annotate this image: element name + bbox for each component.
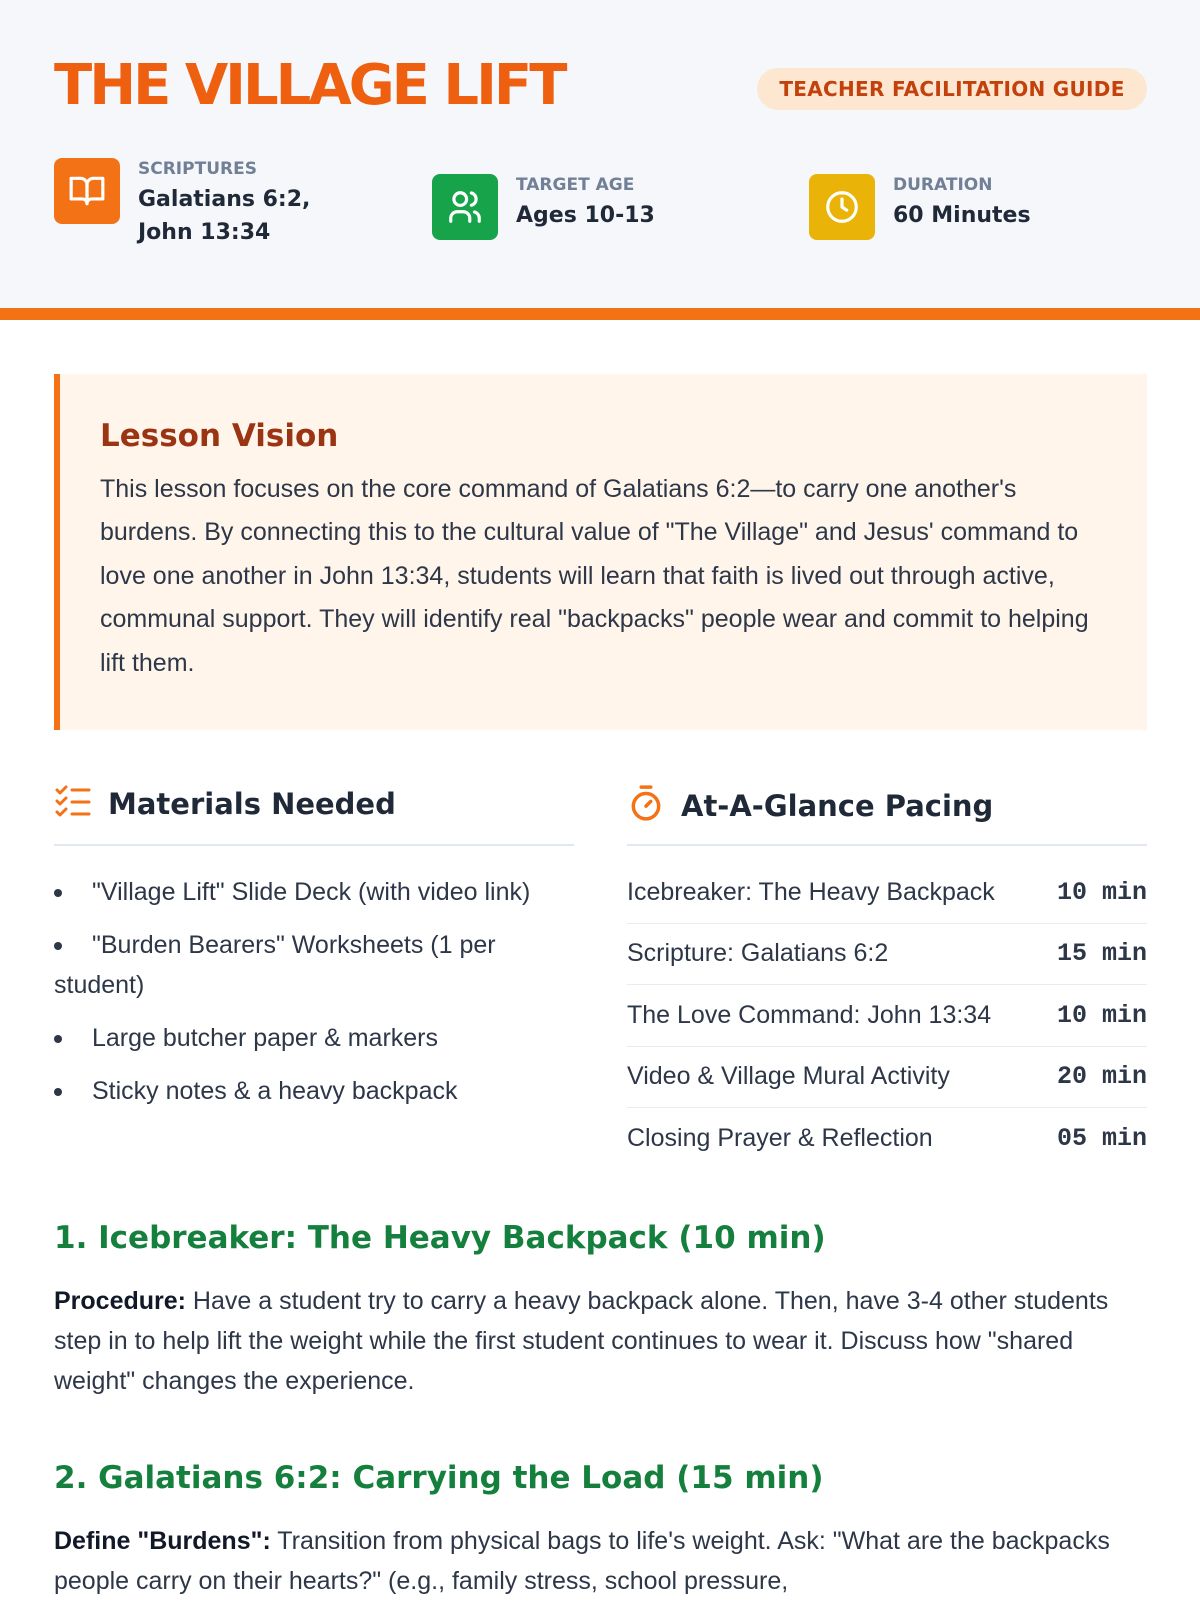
page-title: THE VILLAGE LIFT xyxy=(54,53,565,118)
lesson-vision xyxy=(54,374,1147,730)
pacing-label: Icebreaker: The Heavy Backpack xyxy=(627,877,995,906)
header xyxy=(0,0,1200,308)
pacing-time: 15 min xyxy=(1056,939,1147,969)
materials-list xyxy=(54,872,574,1124)
pacing-row xyxy=(627,924,1147,986)
section-lead: Define "Burdens": xyxy=(54,1527,271,1555)
section-title-galatians: 2. Galatians 6:2: Carrying the Load (15 min) xyxy=(54,1460,824,1496)
pacing-time: 10 min xyxy=(1056,877,1147,907)
pacing-row xyxy=(627,1108,1147,1170)
meta-label: TARGET AGE xyxy=(516,175,635,195)
pacing-label: Scripture: Galatians 6:2 xyxy=(627,939,889,968)
section-text: Transition from physical bags to life's weight. Ask: "What are the backpacks people carry on their hearts?" (e.g., family stress, school pressure, xyxy=(54,1527,1110,1595)
checklist-icon xyxy=(54,784,92,823)
section-title-icebreaker: 1. Icebreaker: The Heavy Backpack (10 min) xyxy=(54,1220,826,1256)
section-lead: Procedure: xyxy=(54,1287,186,1315)
meta-value: 60 Minutes xyxy=(893,203,1031,228)
pacing-row xyxy=(627,862,1147,924)
pacing-time: 20 min xyxy=(1056,1062,1147,1092)
section-text: Have a student try to carry a heavy backpack alone. Then, have 3-4 other students step in to help lift the weight while the first student continues to wear it. Discuss how "shared weight" changes the experience. xyxy=(54,1287,1109,1395)
list-item: "Burden Bearers" Worksheets (1 per student) xyxy=(54,925,574,1005)
meta-label: SCRIPTURES xyxy=(138,159,257,179)
pacing-time: 05 min xyxy=(1056,1124,1147,1154)
materials-title: Materials Needed xyxy=(108,786,396,821)
meta-duration xyxy=(809,174,1031,240)
pacing-label: The Love Command: John 13:34 xyxy=(627,1000,992,1029)
book-icon xyxy=(54,158,120,224)
list-item: "Village Lift" Slide Deck (with video link) xyxy=(54,872,574,912)
pacing-title: At-A-Glance Pacing xyxy=(681,788,994,823)
vision-title: Lesson Vision xyxy=(100,418,339,454)
section-body-galatians xyxy=(54,1521,1147,1601)
meta-label: DURATION xyxy=(893,175,993,195)
meta-value: Galatians 6:2, John 13:34 xyxy=(138,187,311,245)
guide-badge: TEACHER FACILITATION GUIDE xyxy=(757,68,1147,110)
stopwatch-icon xyxy=(627,784,665,827)
pacing-heading xyxy=(627,784,993,827)
users-icon xyxy=(432,174,498,240)
pacing-label: Video & Village Mural Activity xyxy=(627,1062,950,1091)
pacing-rule xyxy=(627,844,1147,846)
header-divider xyxy=(0,308,1200,320)
section-body-icebreaker xyxy=(54,1281,1147,1401)
vision-body: This lesson focuses on the core command of Galatians 6:2—to carry one another's burdens. By connecting this to the cultural value of "The Village" and Jesus' command to love one another in John 13:34, students will learn that faith is lived out through active, communal support. They will identify real "backpacks" people wear and commit to helping lift them. xyxy=(100,475,1089,677)
pacing-row xyxy=(627,1047,1147,1109)
pacing-label: Closing Prayer & Reflection xyxy=(627,1124,933,1153)
meta-scriptures xyxy=(54,158,368,249)
list-item: Large butcher paper & markers xyxy=(54,1018,574,1058)
pacing-time: 10 min xyxy=(1056,1000,1147,1030)
meta-target-age xyxy=(432,174,655,240)
list-item: Sticky notes & a heavy backpack xyxy=(54,1071,574,1111)
pacing-row xyxy=(627,985,1147,1047)
meta-value: Ages 10-13 xyxy=(516,203,655,228)
materials-heading xyxy=(54,784,396,823)
pacing-table xyxy=(627,862,1147,1170)
materials-rule xyxy=(54,844,574,846)
clock-icon xyxy=(809,174,875,240)
